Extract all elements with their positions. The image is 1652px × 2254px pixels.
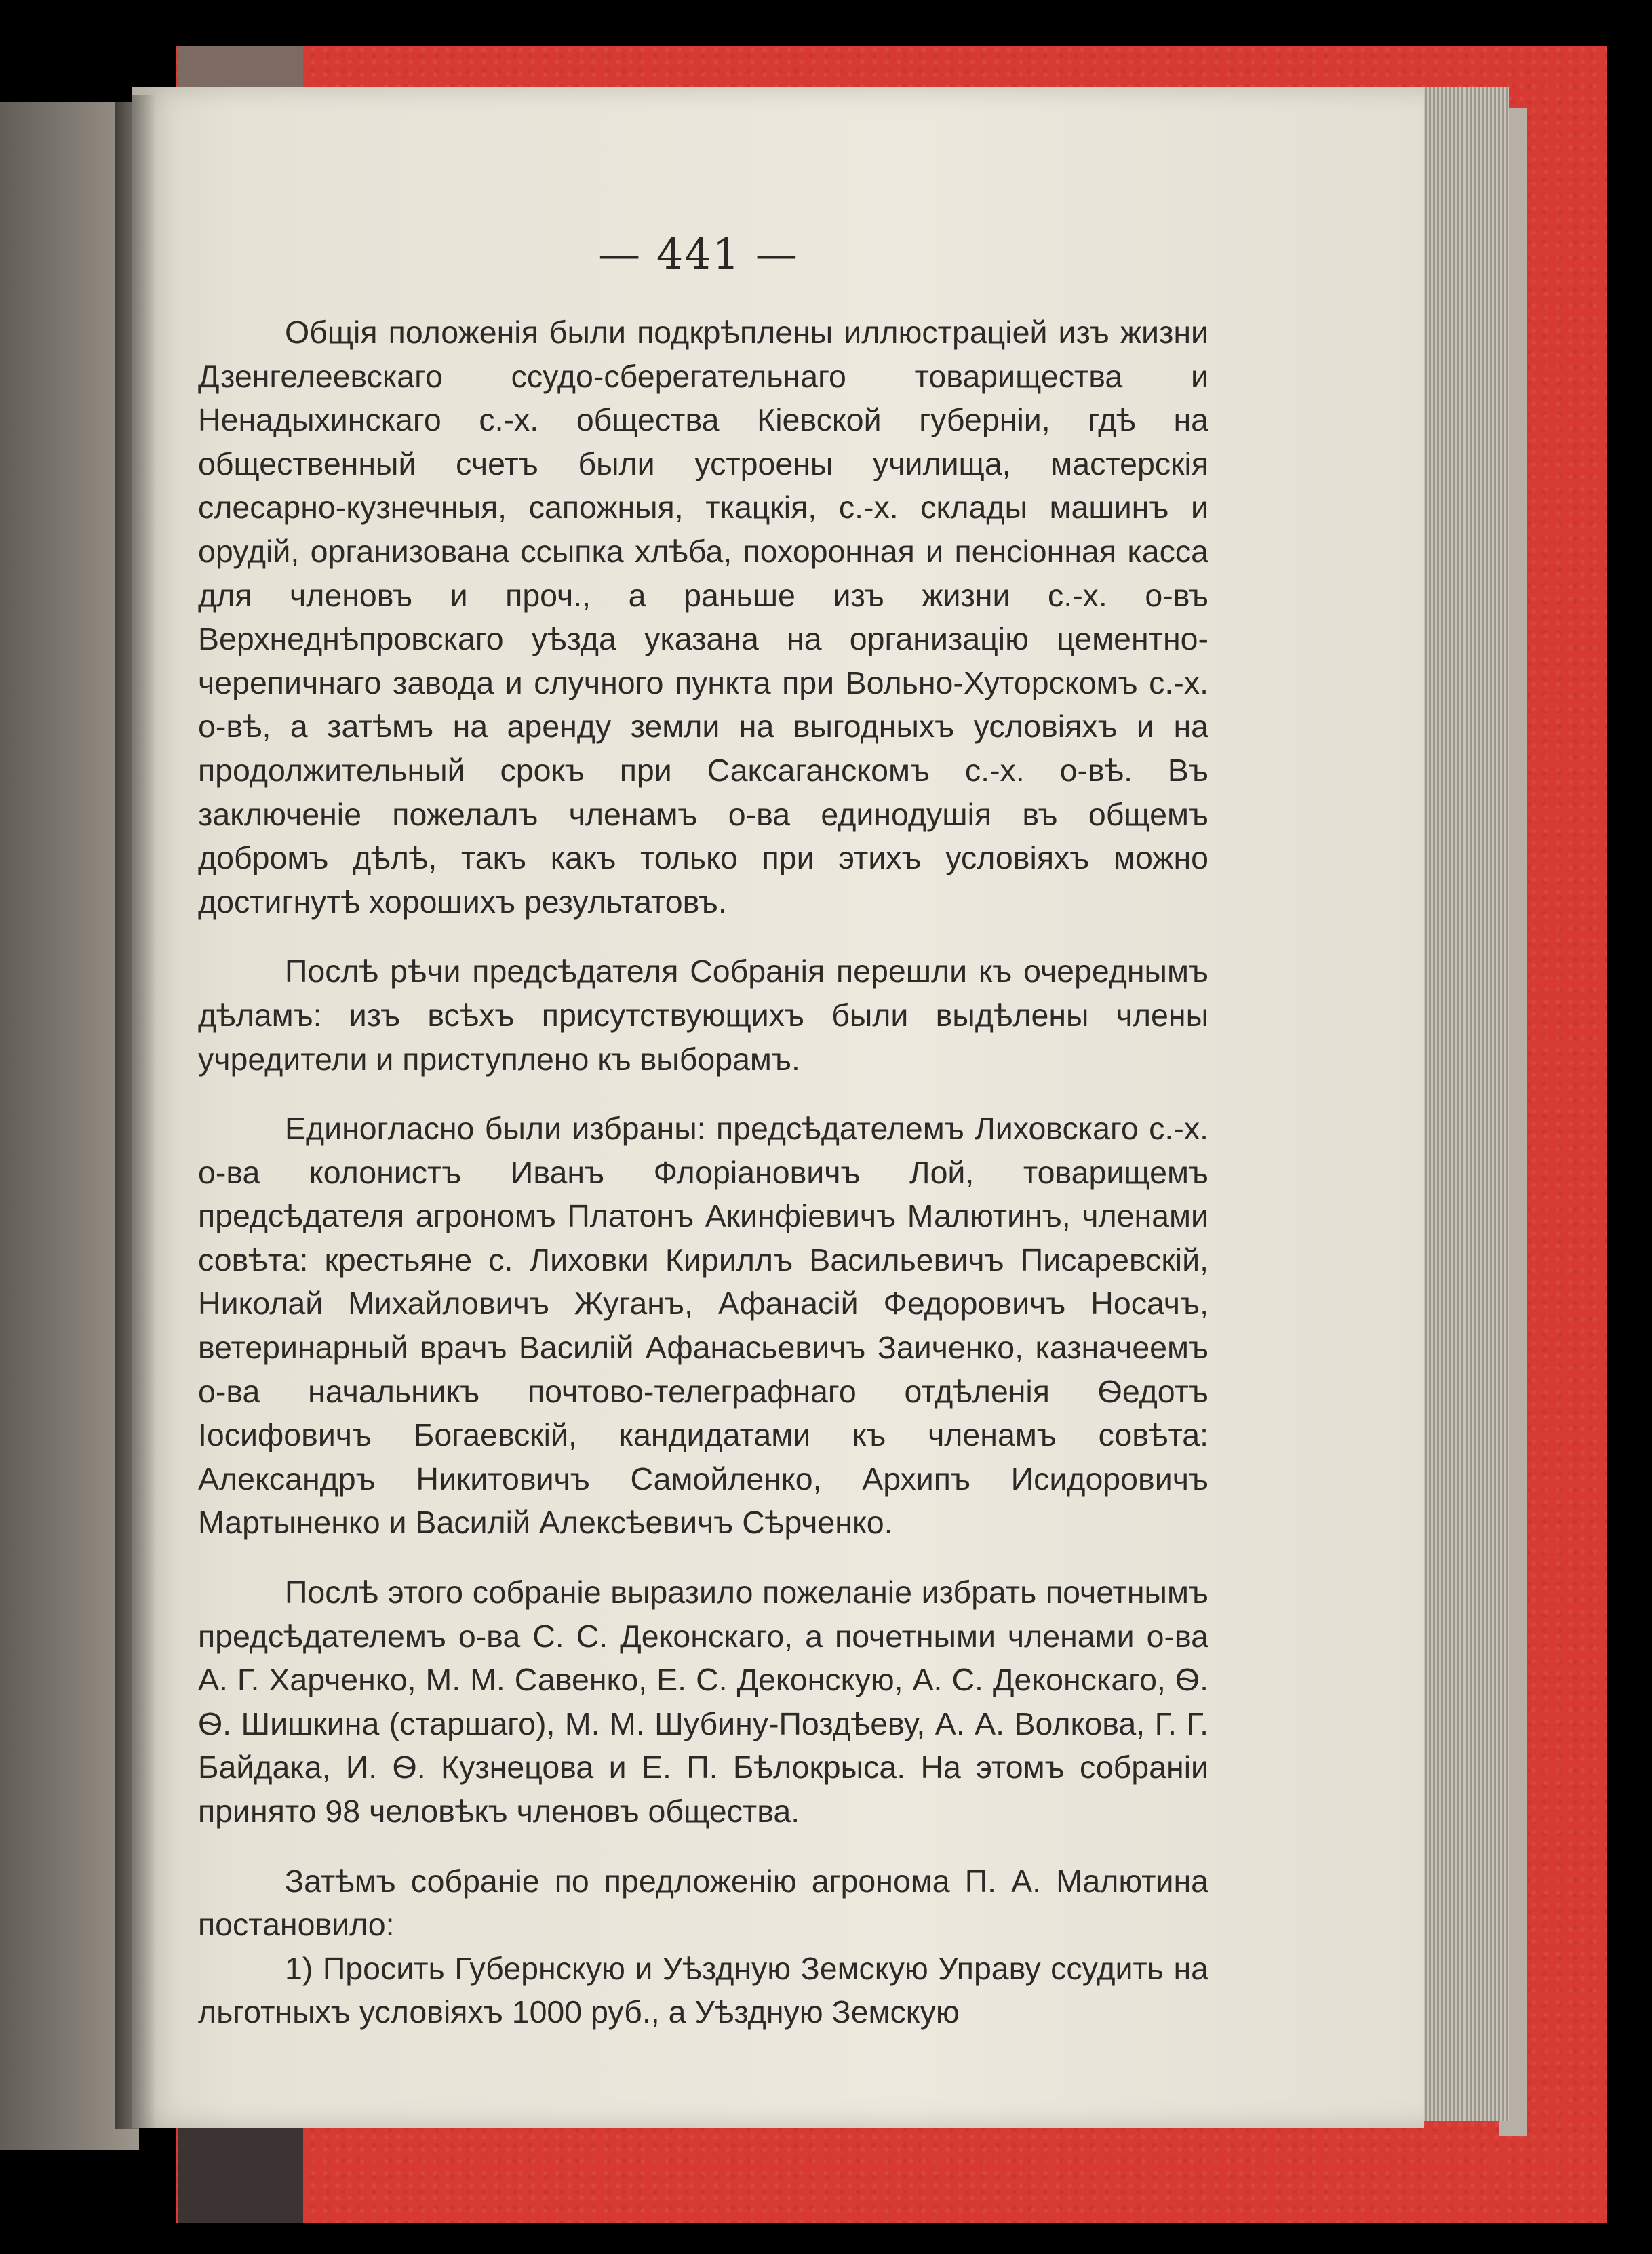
paragraph: Единогласно были избраны: предсѣдателемъ Лиховскаго с.-х. о-ва колонистъ Иванъ Флоріановичъ Лой, товарищемъ предсѣдателя агрономъ Платонъ Акинфіевичъ Малютинъ, членами совѣта: крестьяне с. Лиховки Кириллъ Васильевичъ Писаревскій, Николай Михайловичъ Жуганъ, Афанасій Федоровичъ Носачъ, ветеринарный врачъ Василій Афанасьевичъ Заиченко, казначеемъ о-ва начальникъ почтово-телеграфнаго отдѣленія Ѳедотъ Іосифовичъ Богаевскій, кандидатами къ членамъ совѣта: Александръ Никитовичъ Самойленко, Архипъ Исидоровичъ Мартыненко и Василій Алексѣевичъ Сѣрченко.	[198, 1111, 1208, 1541]
paragraph: Послѣ рѣчи предсѣдателя Собранія перешли къ очереднымъ дѣламъ: изъ всѣхъ присутствующихъ были выдѣлены члены учредители и приступлено къ выборамъ.	[198, 953, 1208, 1077]
page-block-edges	[1421, 87, 1509, 2121]
page-number: — 441 —	[598, 229, 799, 279]
paragraph: Послѣ этого собраніе выразило пожеланіе избрать почетнымъ предсѣдателемъ о-ва С. С. Деконскаго, а почетными членами о-ва А. Г. Харченко, М. М. Савенко, Е. С. Деконскую, А. С. Деконскаго, Ѳ. Ѳ. Шишкина (старшаго), М. М. Шубину-Поздѣеву, А. А. Волкова, Г. Г. Байдака, И. Ѳ. Кузнецова и Е. П. Бѣлокрыса. На этомъ собраніи принято 98 человѣкъ членовъ общества.	[198, 1575, 1208, 1829]
page-body	[198, 311, 1208, 2034]
list-item: 1) Просить Губернскую и Уѣздную Земскую Управу ссудить на льготныхъ условіяхъ 1000 руб., а Уѣздную Земскую	[198, 1950, 1208, 2030]
gutter-shadow	[115, 95, 156, 2129]
paragraph: Затѣмъ собраніе по предложенію агронома П. А. Малютина постановило:	[198, 1863, 1208, 1943]
paragraph: Общія положенія были подкрѣплены иллюстраціей изъ жизни Дзенгелеевскаго ссудо-сберегательнаго товарищества и Ненадыхинскаго с.-х. общества Кіевской губерніи, гдѣ на общественный счетъ были устроены училища, мастерскія слесарно-кузнечныя, сапожныя, ткацкія, с.-х. склады машинъ и орудій, организована ссыпка хлѣба, похоронная и пенсіонная касса для членовъ и проч., а раньше изъ жизни с.-х. о-въ Верхнеднѣпровскаго уѣзда указана на организацію цементно-черепичнаго завода и случного пункта при Вольно-Хуторскомъ с.-х. о-вѣ, а затѣмъ на аренду земли на выгодныхъ условіяхъ и на продолжительный срокъ при Саксаганскомъ с.-х. о-вѣ. Въ заключеніе пожелалъ членамъ о-ва единодушія въ общемъ добромъ дѣлѣ, такъ какъ только при этихъ условіяхъ можно достигнутѣ хорошихъ результатовъ.	[198, 315, 1208, 920]
